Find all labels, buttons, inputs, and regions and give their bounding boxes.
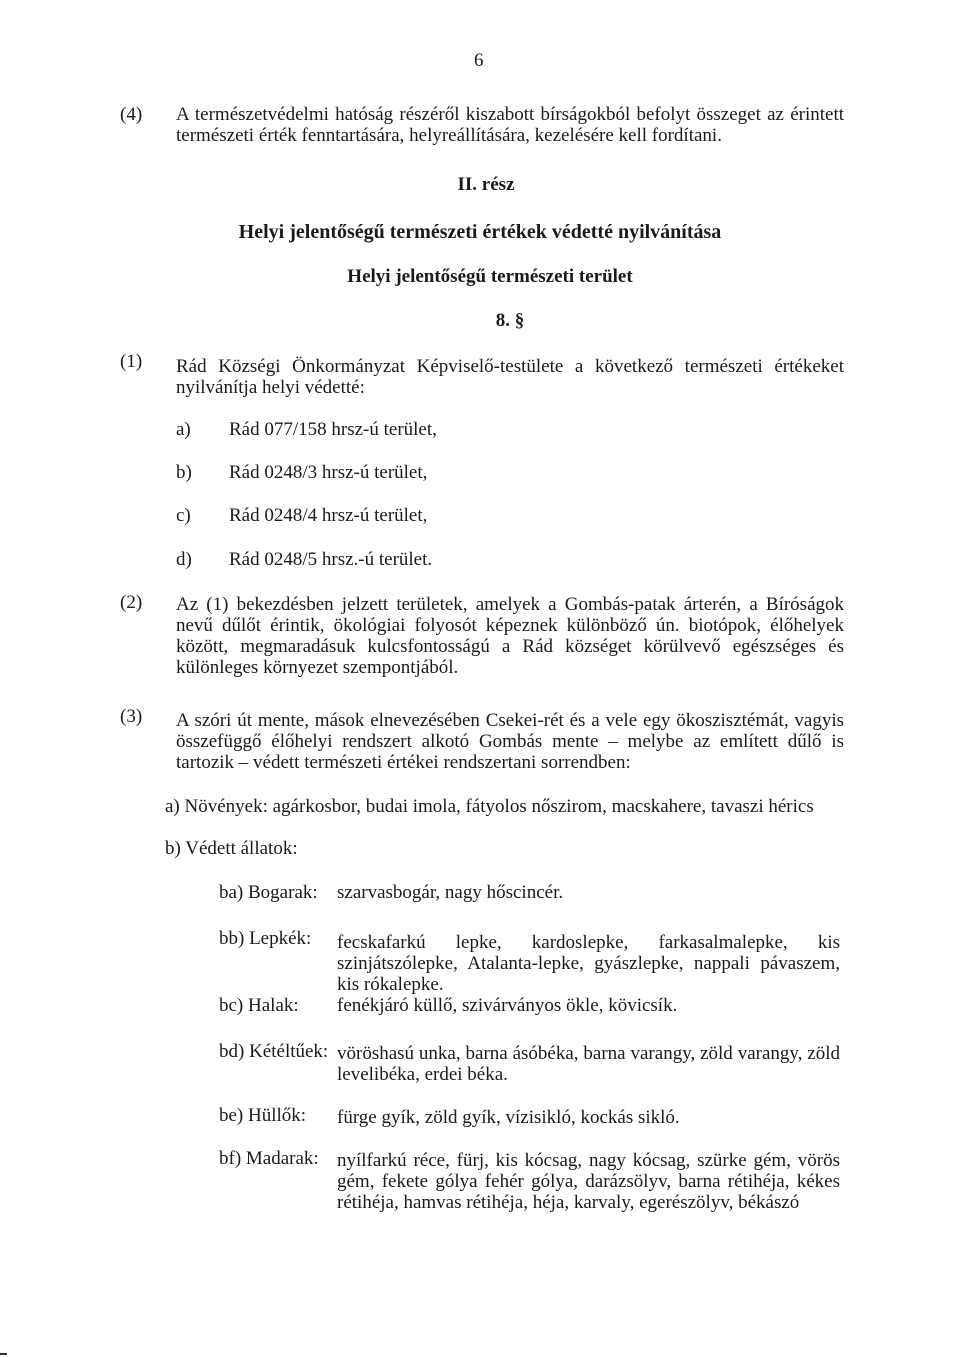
group-text: fenékjáró küllő, szivárványos ökle, kövicsík. xyxy=(337,995,678,1016)
list-item-letter: b) xyxy=(176,462,192,483)
section-1-number: (1) xyxy=(120,351,143,372)
group-label: bc) Halak: xyxy=(219,995,299,1016)
section-2-text: Az (1) bekezdésben jelzett területek, amelyek a Gombás-patak árterén, a Bíróságok nevű dűlőt érintik, ökológiai folyosót képeznek különböző ún. biotópok, élőhelyek között, megmaradásuk kulcsfontosságú a Rád községet körülvevő egészséges és különleges környezet szempontjából. xyxy=(176,594,844,678)
group-label: ba) Bogarak: xyxy=(219,882,318,903)
list-item-text: Rád 0248/4 hrsz-ú terület, xyxy=(229,505,428,526)
section-title: Helyi jelentőségű természeti értékek védetté nyilvánítása xyxy=(238,221,722,243)
list-item-letter: c) xyxy=(176,505,191,526)
list-item-text: Rád 0248/3 hrsz-ú terület, xyxy=(229,462,428,483)
section-3-number: (3) xyxy=(120,706,143,727)
page-number: 6 xyxy=(474,50,484,71)
section-2-number: (2) xyxy=(120,592,143,613)
group-text: nyílfarkú réce, fürj, kis kócsag, nagy kócsag, szürke gém, vörös gém, fekete gólya fehér gólya, darázsölyv, barna rétihéja, kékes rétihéja, hamvas rétihéja, héja, karvaly, egerészölyv, békászó xyxy=(337,1150,840,1213)
paragraph-number-4: (4) xyxy=(120,104,143,125)
list-item-letter: d) xyxy=(176,549,192,570)
group-label: bf) Madarak: xyxy=(219,1148,319,1169)
paragraph-4-text: A természetvédelmi hatóság részéről kiszabott bírságokból befolyt összeget az érintett természeti érték fenntartására, helyreállítására, kezelésére kell fordítani. xyxy=(176,104,844,146)
section-3-text: A szóri út mente, mások elnevezésében Csekei-rét és a vele egy ökoszisztémát, vagyis összefüggő élőhelyi rendszert alkotó Gombás mente – melybe az említett dűlő is tartozik – védett természeti értékei rendszertani sorrendben: xyxy=(176,710,844,773)
scan-edge-mark xyxy=(0,1353,7,1355)
paragraph-sign: 8. § xyxy=(495,310,525,331)
list-item-text: Rád 077/158 hrsz-ú terület, xyxy=(229,419,437,440)
animals-label: b) Védett állatok: xyxy=(165,838,298,859)
section-1-text: Rád Községi Önkormányzat Képviselő-testülete a következő természeti értékeket nyilvánítja helyi védetté: xyxy=(176,356,844,398)
group-label: bb) Lepkék: xyxy=(219,928,312,949)
list-item-text: Rád 0248/5 hrsz.-ú terület. xyxy=(229,549,433,570)
group-text: vöröshasú unka, barna ásóbéka, barna varangy, zöld varangy, zöld levelibéka, erdei béka. xyxy=(337,1043,840,1085)
group-text: fecskafarkú lepke, kardoslepke, farkasalmalepke, kis szinjátszólepke, Atalanta-lepke, gyászlepke, nappali pávaszem, kis rókalepke. xyxy=(337,932,840,995)
subsection-title: Helyi jelentőségű természeti terület xyxy=(347,266,633,287)
plants-line: a) Növények: agárkosbor, budai imola, fátyolos nőszirom, macskahere, tavaszi hérics xyxy=(165,796,814,817)
group-label: bd) Kétéltűek: xyxy=(219,1041,329,1062)
part-title: II. rész xyxy=(457,174,515,195)
group-text: szarvasbogár, nagy hőscincér. xyxy=(337,882,564,903)
group-text: fürge gyík, zöld gyík, vízisikló, kockás sikló. xyxy=(337,1107,680,1128)
list-item-letter: a) xyxy=(176,419,191,440)
group-label: be) Hüllők: xyxy=(219,1105,307,1126)
